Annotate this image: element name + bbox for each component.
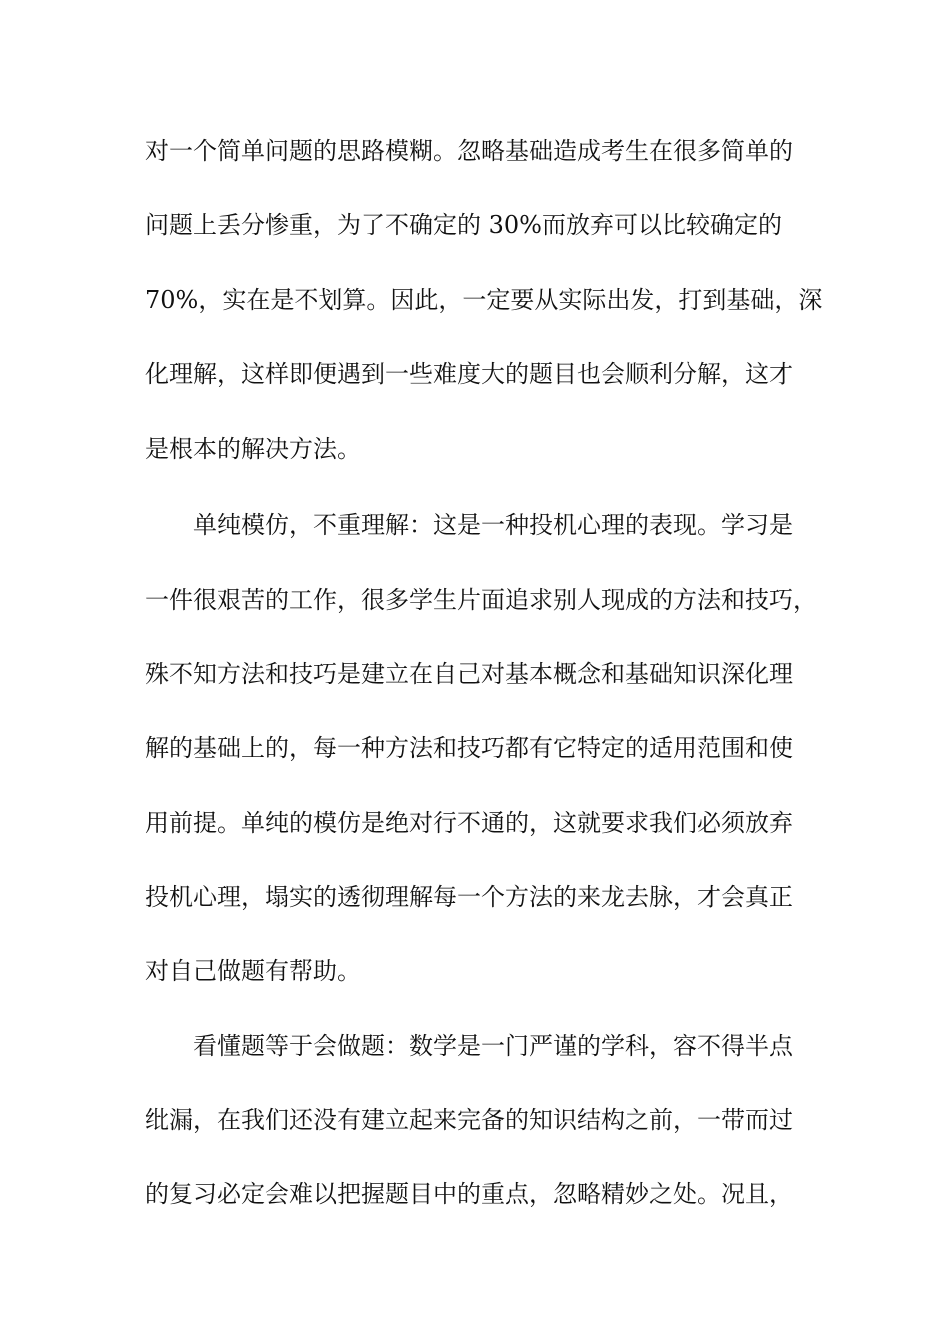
text-line: 问题上丢分惨重，为了不确定的 30%而放弃可以比较确定的 [145, 211, 782, 239]
text-line: 殊不知方法和技巧是建立在自己对基本概念和基础知识深化理 [145, 660, 793, 688]
text-line: 对一个简单问题的思路模糊。忽略基础造成考生在很多简单的 [145, 137, 793, 165]
text-line: 化理解，这样即便遇到一些难度大的题目也会顺利分解，这才 [145, 360, 793, 388]
text-line: 纰漏，在我们还没有建立起来完备的知识结构之前，一带而过 [145, 1106, 793, 1134]
text-line: 是根本的解决方法。 [145, 435, 361, 463]
paragraph-start-line: 单纯模仿，不重理解：这是一种投机心理的表现。学习是 [193, 511, 793, 539]
text-line: 用前提。单纯的模仿是绝对行不通的，这就要求我们必须放弃 [145, 809, 793, 837]
text-line: 投机心理，塌实的透彻理解每一个方法的来龙去脉，才会真正 [145, 883, 793, 911]
text-line: 一件很艰苦的工作，很多学生片面追求别人现成的方法和技巧， [145, 586, 817, 614]
text-line: 对自己做题有帮助。 [145, 957, 361, 985]
text-line: 的复习必定会难以把握题目中的重点，忽略精妙之处。况且， [145, 1180, 793, 1208]
text-line: 70%，实在是不划算。因此，一定要从实际出发，打到基础，深 [145, 286, 823, 314]
paragraph-start-line: 看懂题等于会做题：数学是一门严谨的学科，容不得半点 [193, 1032, 793, 1060]
text-line: 解的基础上的，每一种方法和技巧都有它特定的适用范围和使 [145, 734, 793, 762]
